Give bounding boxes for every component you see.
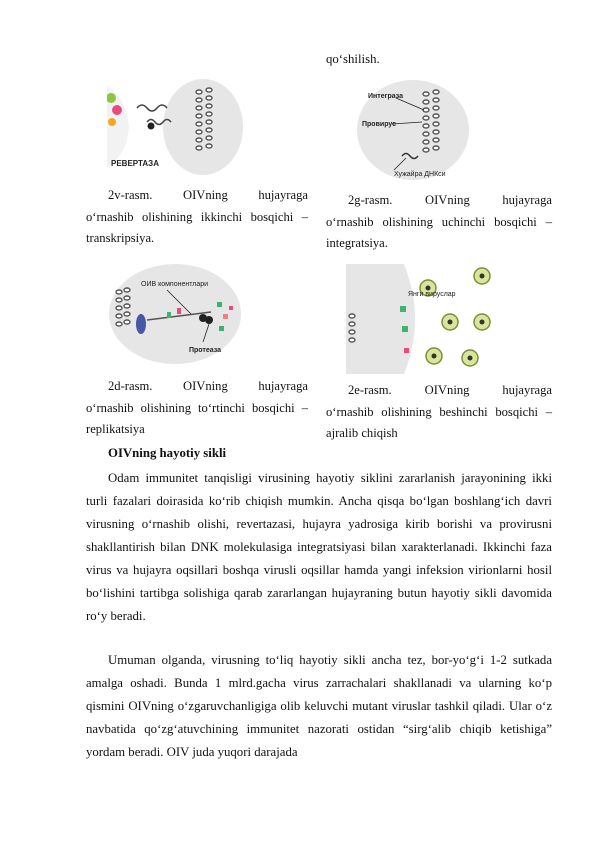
- figure-2e-budding: [346, 264, 494, 374]
- caption-2v-word2: hujayraga: [258, 188, 308, 202]
- figure-2v-reverse-transcription: [107, 78, 243, 176]
- caption-2d-word2: hujayraga: [258, 379, 308, 393]
- caption-2g: [326, 190, 552, 255]
- caption-2d-text: o‘rnashib olishining to‘rtinchi bosqichi – replikatsiya: [86, 400, 308, 436]
- label-provirus: Провирус: [362, 121, 396, 128]
- caption-2g-number: 2g-rasm.: [348, 193, 393, 207]
- figure-2d-replication: [107, 262, 243, 366]
- paragraph-1: Odam immunitet tanqisligi virusining hayotiy siklini zararlanish jarayonining ikki turli fazalari doirasida ko‘rib chiqish mumkin. Ancha qisqa bo‘lgan boshlang‘ich davri virusning o‘rnashib olishi, revertazasi, hujayra yadrosiga kirib borishi va provirusni shakllantirish bilan DNK molekulasiga integratsiyasi bilan xarakterlanadi. Ikkinchi faza virus va hujayra oqsillari boshqa virusli oqsillar hamda yangi infeksion virionlarni hosil bo‘lishini tartibga solishiga qarab zararlangan hujayraning butun hayotiy sikli davomida ro‘y beradi.: [86, 471, 552, 623]
- virions: [420, 268, 490, 366]
- caption-2e-word1: OIVning: [424, 383, 470, 397]
- caption-2g-text: o‘rnashib olishining uchinchi bosqichi – integratsiya.: [326, 214, 552, 250]
- label-cell-dna: Хужайра ДНКси: [394, 171, 446, 178]
- caption-2g-word2: hujayraga: [502, 193, 552, 207]
- caption-2v: [86, 185, 308, 250]
- section-heading: OIVning hayotiy sikli: [108, 446, 227, 460]
- figure-2g-integration: [354, 78, 472, 182]
- caption-2e-word2: hujayraga: [502, 383, 552, 397]
- continued-text: qo‘shilish.: [326, 52, 380, 66]
- caption-2d-word1: OIVning: [182, 379, 228, 393]
- caption-2d: [86, 376, 308, 441]
- paragraph-2: Umuman olganda, virusning to‘liq hayotiy sikli ancha tez, bor-yo‘g‘i 1-2 sutkada amalga oshadi. Bunda 1 mlrd.gacha virus zarrachalari shakllanadi va ularning ko‘p qismini OIVning o‘zgaruvchanligiga olib keluvchi mutant viruslar tashkil qiladi. Ular o‘z navbatida qo‘zg‘atuvchining immunitet nazorati ostidan “sirg‘alib chiqib ketishiga” yordam beradi. OIV juda yuqori darajada: [86, 653, 552, 759]
- label-revertaza: РЕВЕРТАЗА: [111, 159, 159, 168]
- caption-2e: [326, 380, 552, 445]
- caption-2g-word1: OIVning: [424, 193, 470, 207]
- label-hiv-components: ОИВ компонентлари: [141, 281, 209, 288]
- label-proteaza: Протеаза: [189, 347, 221, 354]
- caption-2e-number: 2e-rasm.: [348, 383, 392, 397]
- caption-2v-word1: OIVning: [182, 188, 228, 202]
- label-integraza: Интеграза: [368, 93, 404, 100]
- caption-2d-number: 2d-rasm.: [108, 379, 153, 393]
- label-new-viruses: Янги вируслар: [408, 291, 456, 298]
- caption-2v-number: 2v-rasm.: [108, 188, 153, 202]
- caption-2e-text: o‘rnashib olishining beshinchi bosqichi – ajralib chiqish: [326, 404, 552, 440]
- caption-2v-text: o‘rnashib olishining ikkinchi bosqichi – transkripsiya.: [86, 209, 308, 245]
